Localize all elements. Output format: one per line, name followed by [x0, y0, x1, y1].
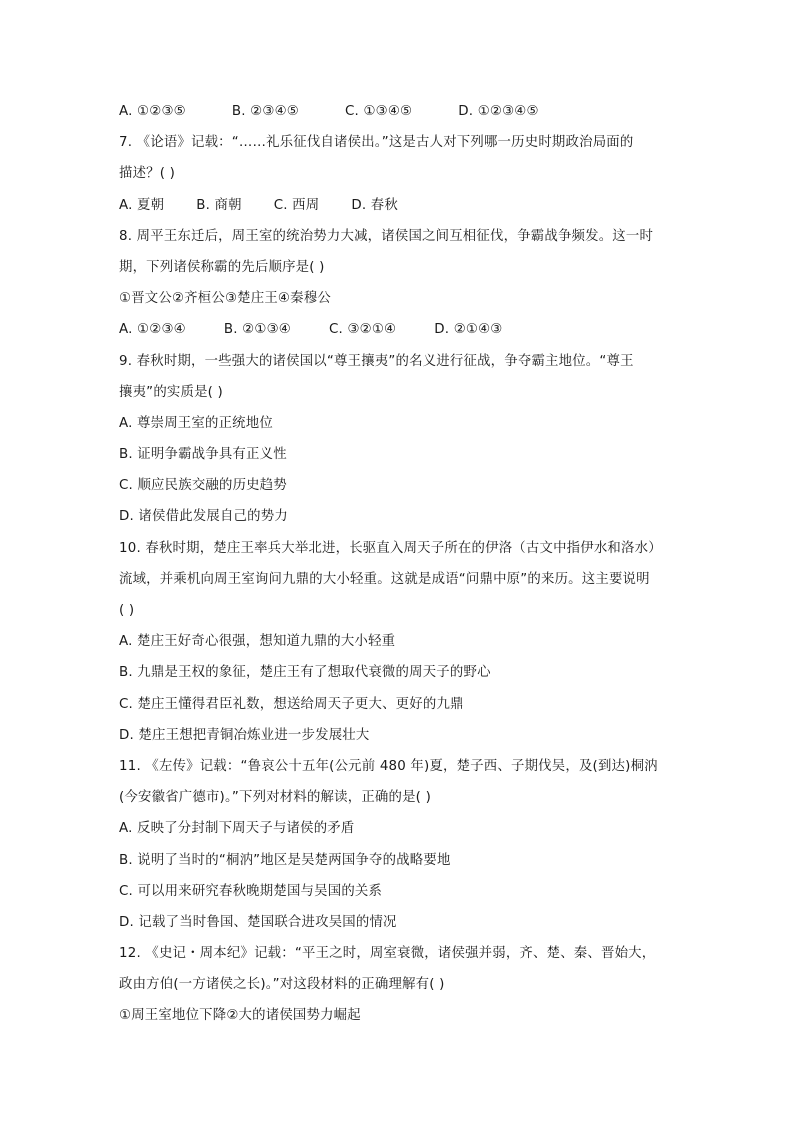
q8-option-b: B. ②①③④: [223, 322, 291, 338]
q9-option-d: D. 诸侯借此发展自己的势力: [119, 509, 288, 525]
q11-option-d: D. 记载了当时鲁国、楚国联合进攻吴国的情况: [119, 914, 397, 930]
q10-option-b: B. 九鼎是王权的象征，楚庄王有了想取代衰微的周天子的野心: [119, 665, 491, 681]
q9-option-a: A. 尊崇周王室的正统地位: [119, 415, 273, 431]
q8-stem-line-3: ①晋文公②齐桓公③楚庄王④秦穆公: [119, 291, 331, 307]
q7-option-a: A. 夏朝: [119, 197, 165, 213]
exam-page: [119, 96, 679, 1032]
q8-option-a: A. ①②③④: [119, 322, 186, 338]
q8-option-c: C. ③②①④: [328, 322, 397, 338]
q8-options: [119, 314, 679, 345]
q7-options: [119, 190, 679, 221]
q9-stem-line-2: 攘夷”的实质是( ): [119, 384, 223, 400]
q6-option-b: B. ②③④⑤: [231, 104, 299, 119]
q10-stem-line-1: 10. 春秋时期，楚庄王率兵大举北进，长驱直入周天子所在的伊洛（古文中指伊水和洛水）: [119, 540, 662, 556]
q11-stem-line-2: (今安徽省广德市)。”下列对材料的解读，正确的是( ): [119, 790, 431, 806]
q11-option-a: A. 反映了分封制下周天子与诸侯的矛盾: [119, 821, 355, 837]
q9-option-c: C. 顺应民族交融的历史趋势: [119, 478, 287, 494]
q10-option-c: C. 楚庄王懂得君臣礼数，想送给周天子更大、更好的九鼎: [119, 696, 464, 712]
q10-stem-line-2: 流域，并乘机向周王室询问九鼎的大小轻重。这就是成语“问鼎中原”的来历。这主要说明: [119, 571, 650, 587]
q6-option-a: A. ①②③⑤: [119, 104, 186, 119]
q6-options: [119, 96, 679, 127]
q7-option-b: B. 商朝: [196, 197, 242, 213]
q6-option-d: D. ①②③④⑤: [458, 104, 539, 119]
q7-option-c: C. 西周: [273, 197, 320, 213]
q12-stem-line-3: ①周王室地位下降②大的诸侯国势力崛起: [119, 1008, 361, 1024]
q7-option-d: D. 春秋: [351, 197, 398, 213]
q8-stem-line-1: 8. 周平王东迁后，周王室的统治势力大减，诸侯国之间互相征伐，争霸战争频发。这一时: [119, 228, 654, 244]
q10-option-a: A. 楚庄王好奇心很强，想知道九鼎的大小轻重: [119, 634, 396, 650]
q11-stem-line-1: 11. 《左传》记载：“鲁哀公十五年(公元前 480 年)夏，楚子西、子期伐吴，及(到达)桐汭: [119, 758, 658, 774]
q10-stem-line-3: ( ): [119, 603, 135, 618]
q6-option-c: C. ①③④⑤: [344, 104, 413, 119]
q8-option-d: D. ②①④③: [434, 322, 503, 338]
q9-stem-line-1: 9. 春秋时期，一些强大的诸侯国以“尊王攘夷”的名义进行征战，争夺霸主地位。“尊王: [119, 353, 634, 369]
q10-option-d: D. 楚庄王想把青铜冶炼业进一步发展壮大: [119, 727, 370, 743]
q7-stem-line-1: 7. 《论语》记载：“……礼乐征伐自诸侯出。”这是古人对下列哪一历史时期政治局面的: [119, 135, 634, 151]
q8-stem-line-2: 期，下列诸侯称霸的先后顺序是( ): [119, 259, 325, 275]
q11-option-b: B. 说明了当时的“桐汭”地区是吴楚两国争夺的战略要地: [119, 852, 451, 868]
q12-stem-line-2: 政由方伯(一方诸侯之长)。”对这段材料的正确理解有( ): [119, 977, 445, 993]
q12-stem-line-1: 12. 《史记・周本纪》记载：“平王之时，周室衰微，诸侯强并弱，齐、楚、秦、晋始大，: [119, 946, 656, 962]
q9-option-b: B. 证明争霸战争具有正义性: [119, 447, 287, 463]
q7-stem-line-2: 描述？( ): [119, 166, 176, 182]
q11-option-c: C. 可以用来研究春秋晚期楚国与吴国的关系: [119, 883, 383, 899]
